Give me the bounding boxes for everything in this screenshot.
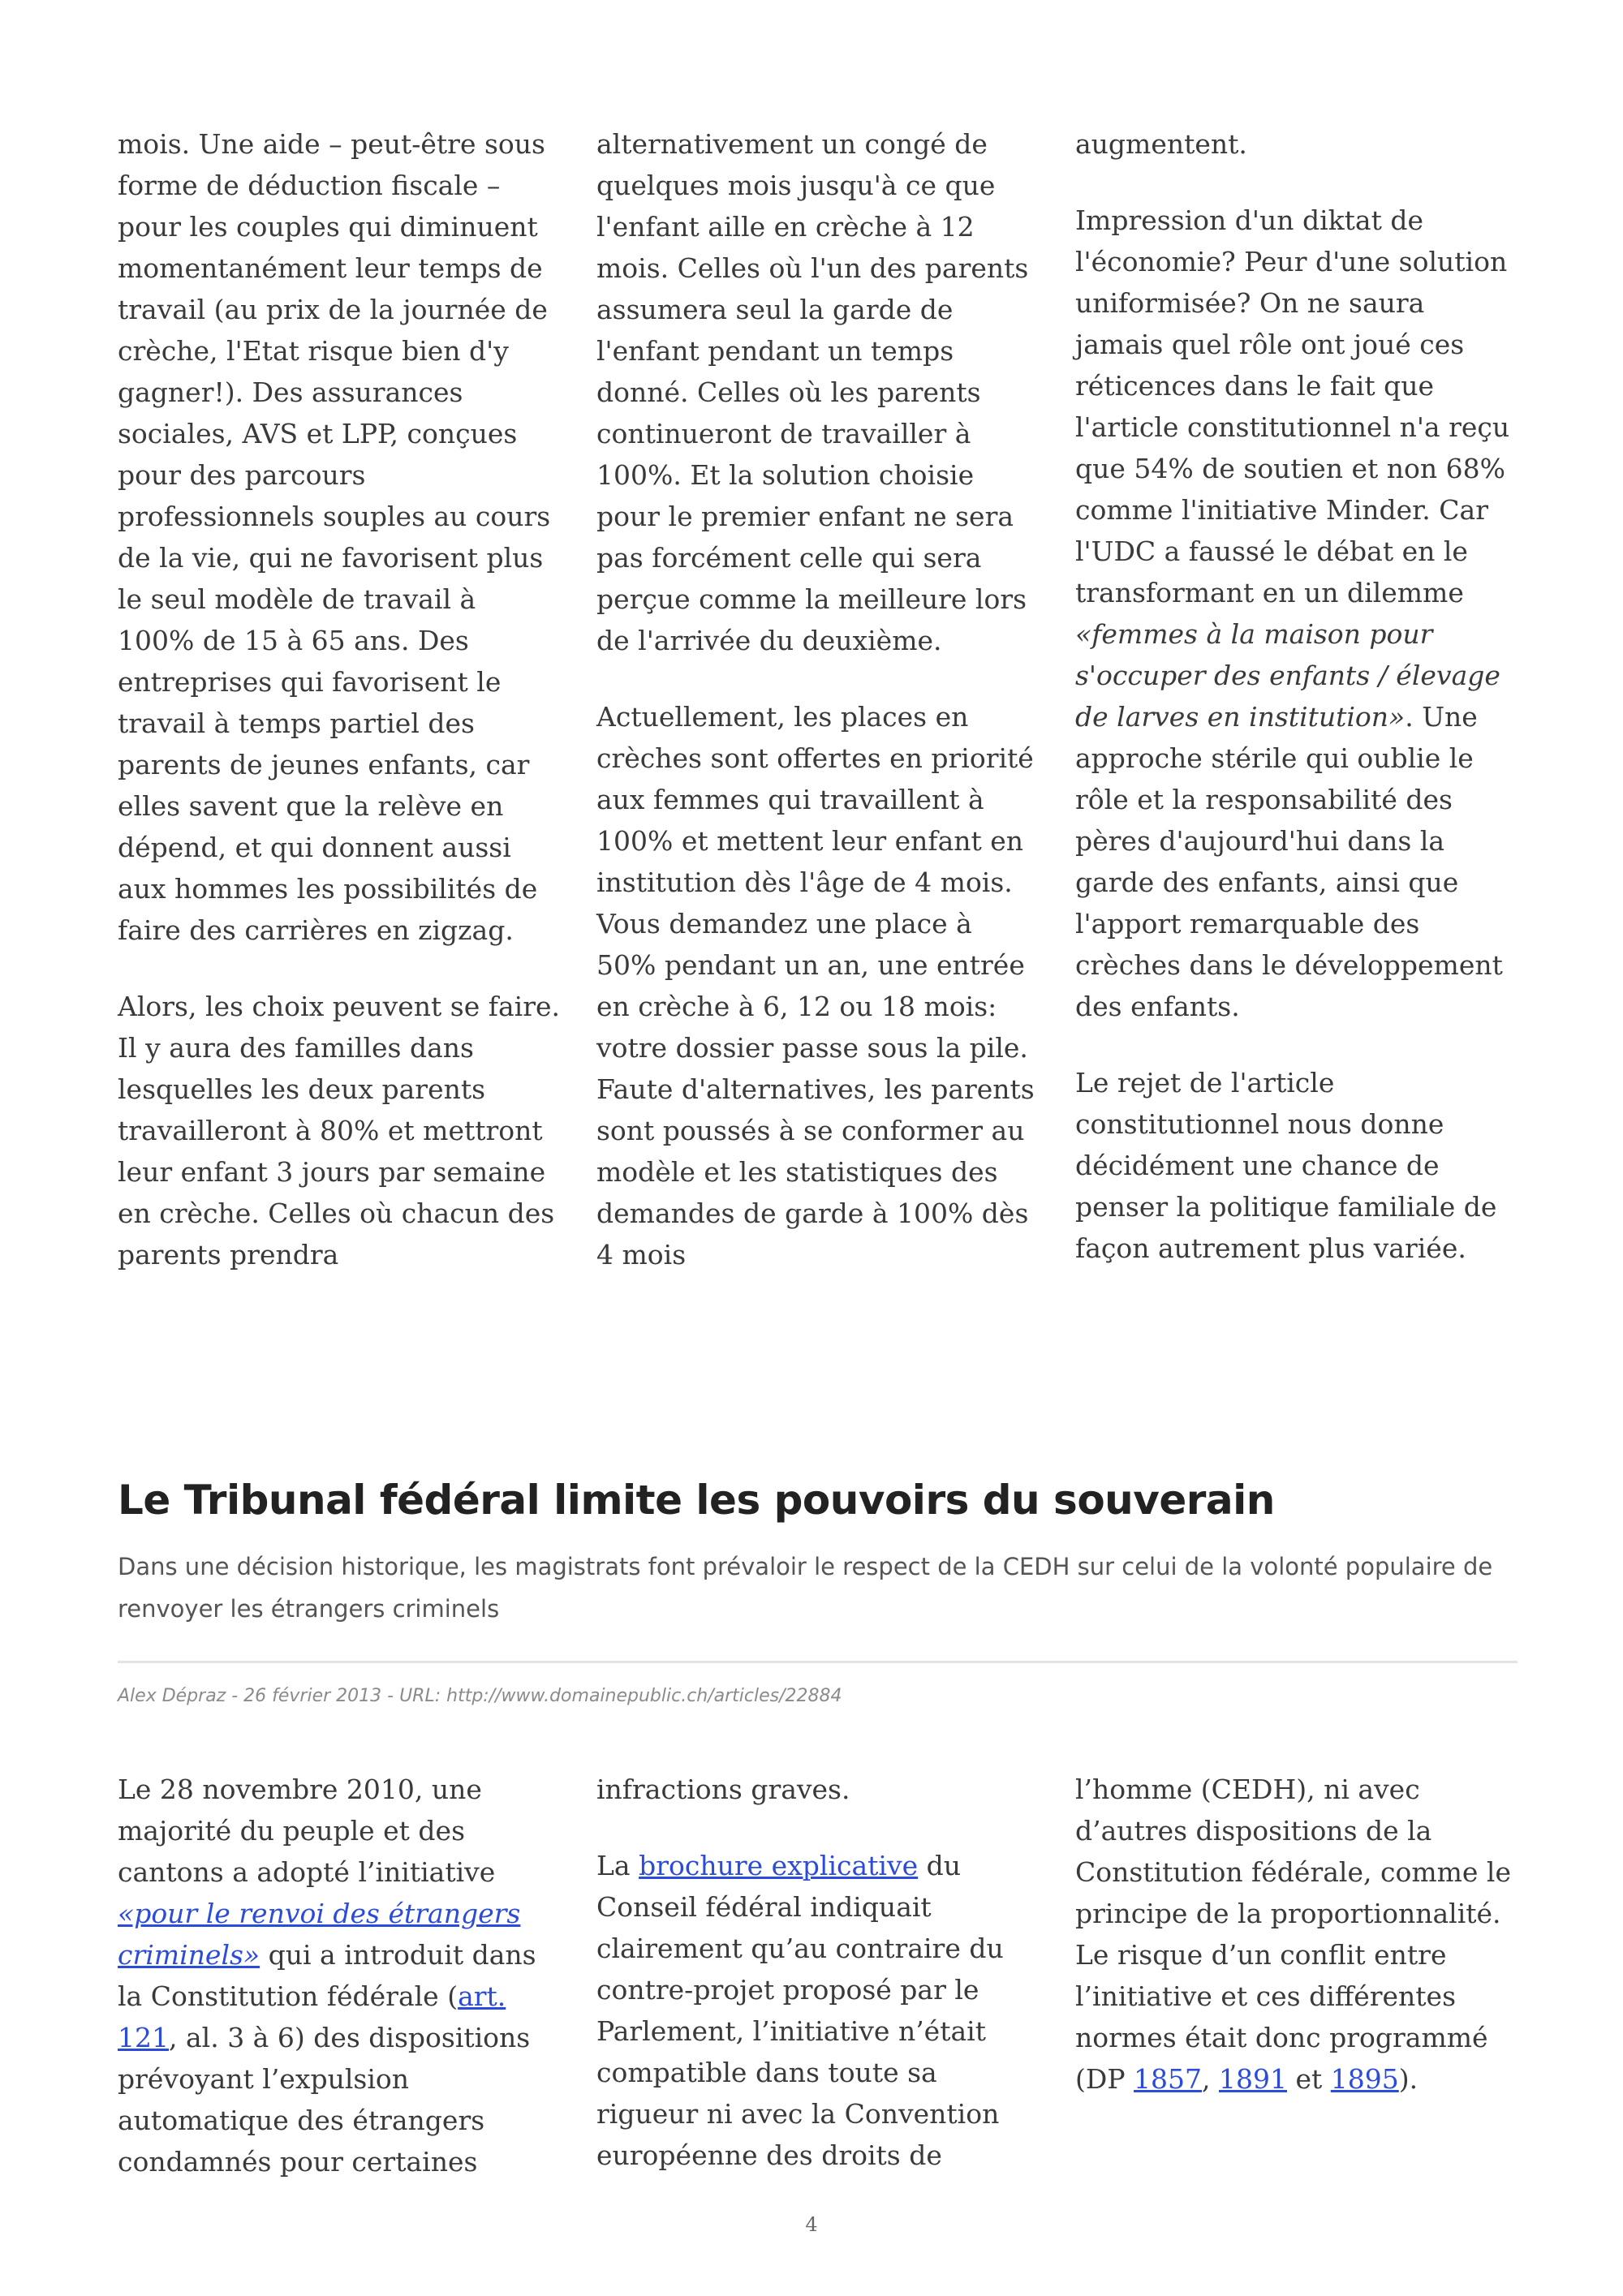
paragraph: [596, 1845, 1039, 2176]
article-continuation-columns: [118, 123, 1518, 1275]
paragraph: augmentent.: [1075, 128, 1247, 160]
article-121-link[interactable]: art. 121: [118, 1980, 506, 2053]
text-run: du Conseil fédéral indiquait clairement qu’au contraire du contre-projet proposé par le Parlement, l’initiative n’était compatible dans toute sa rigueur ni avec la Convention européenne des droits de: [596, 1850, 1004, 2171]
paragraph: [1075, 1769, 1518, 2100]
text-run: Impression d'un diktat de l'économie? Peur d'une solution uniformisée? On ne saura jamais quel rôle ont joué ces réticences dans le fait que l'article constitutionnel n'a reçu que 54% de soutien et non 68% comme l'initiative Minder. Car l'UDC a faussé le débat en le transformant en un dilemme: [1075, 204, 1510, 608]
column-3: [1075, 1769, 1518, 2182]
text-run: La: [596, 1850, 639, 1881]
dp-1895-link[interactable]: 1895: [1330, 2063, 1399, 2095]
text-run: et: [1286, 2063, 1331, 2095]
paragraph: [118, 1769, 560, 2182]
paragraph: mois. Une aide – peut-être sous forme de déduction fiscale – pour les couples qui diminuent momentanément leur temps de travail (au prix de la journée de crèche, l'Etat risque bien d'y gagner!). Des assurances sociales, AVS et LPP, conçues pour des parcours professionnels souples au cours de la vie, qui ne favorisent plus le seul modèle de travail à 100% de 15 à 65 ans. Des entreprises qui favorisent le travail à temps partiel des parents de jeunes enfants, car elles savent que la relève en dépend, et qui donnent aussi aux hommes les possibilités de faire des carrières en zigzag.: [118, 128, 551, 946]
paragraph: Alors, les choix peuvent se faire. Il y aura des familles dans lesquelles les deux parents travailleront à 80% et mettront leur enfant 3 jours par semaine en crèche. Celles où chacun des parents prendra: [118, 991, 560, 1271]
column-1: [118, 123, 560, 1275]
column-1: [118, 1769, 560, 2182]
text-run: , al. 3 à 6) des dispositions prévoyant l’expulsion automatique des étrangers condamnés pour certaines: [118, 2022, 531, 2178]
column-2: [596, 123, 1039, 1275]
article-subtitle: Dans une décision historique, les magistrats font prévaloir le respect de la CEDH sur celui de la volonté populaire de renvoyer les étrangers criminels: [118, 1553, 1493, 1623]
paragraph: Actuellement, les places en crèches sont offertes en priorité aux femmes qui travaillent à 100% et mettent leur enfant en institution dès l'âge de 4 mois. Vous demandez une place à 50% pendant un an, une entrée en crèche à 6, 12 ou 18 mois: votre dossier passe sous la pile. Faute d'alternatives, les parents sont poussés à se conformer au modèle et les statistiques des demandes de garde à 100% dès 4 mois: [596, 701, 1035, 1271]
dp-1891-link[interactable]: 1891: [1219, 2063, 1287, 2095]
dp-1857-link[interactable]: 1857: [1134, 2063, 1203, 2095]
italic-quote: «femmes à la maison pour s'occuper des enfants / élevage de larves en institution»: [1075, 618, 1500, 733]
page-number: 4: [805, 2213, 818, 2236]
column-3: [1075, 123, 1518, 1275]
text-run: qui a introduit dans la Constitution fédérale (: [118, 1939, 536, 2012]
text-run: Le 28 novembre 2010, une majorité du peuple et des cantons a adopté l’initiative: [118, 1774, 496, 1888]
paragraph: alternativement un congé de quelques mois jusqu'à ce que l'enfant aille en crèche à 12 mois. Celles où l'un des parents assumera seul la garde de l'enfant pendant un temps donné. Celles où les parents continueront de travailler à 100%. Et la solution choisie pour le premier enfant ne sera pas forcément celle qui sera perçue comme la meilleure lors de l'arrivée du deuxième.: [596, 128, 1029, 656]
brochure-link[interactable]: brochure explicative: [639, 1850, 919, 1881]
article-title: Le Tribunal fédéral limite les pouvoirs du souverain: [118, 1477, 1275, 1524]
paragraph: Le rejet de l'article constitutionnel nous donne décidément une chance de penser la politique familiale de façon autrement plus variée.: [1075, 1067, 1497, 1264]
text-run: l’homme (CEDH), ni avec d’autres dispositions de la Constitution fédérale, comme le principe de la proportionnalité. Le risque d’un conflit entre l’initiative et ces différentes normes était donc programmé (DP: [1075, 1774, 1512, 2095]
divider: [118, 1661, 1518, 1663]
article-body-columns: [118, 1769, 1518, 2182]
article-meta: Alex Dépraz - 26 février 2013 - URL: http://www.domainepublic.ch/articles/22884: [118, 1686, 842, 1706]
text-run: ).: [1398, 2063, 1419, 2095]
link-text: «pour le renvoi des étrangers criminels»: [118, 1898, 521, 1971]
text-run: . Une approche stérile qui oublie le rôle et la responsabilité des pères d'aujourd'hui dans la garde des enfants, ainsi que l'apport remarquable des crèches dans le développement des enfants.: [1075, 701, 1503, 1022]
column-2: [596, 1769, 1039, 2182]
paragraph: infractions graves.: [596, 1774, 850, 1805]
paragraph: [1075, 200, 1518, 1027]
text-run: ,: [1202, 2063, 1219, 2095]
